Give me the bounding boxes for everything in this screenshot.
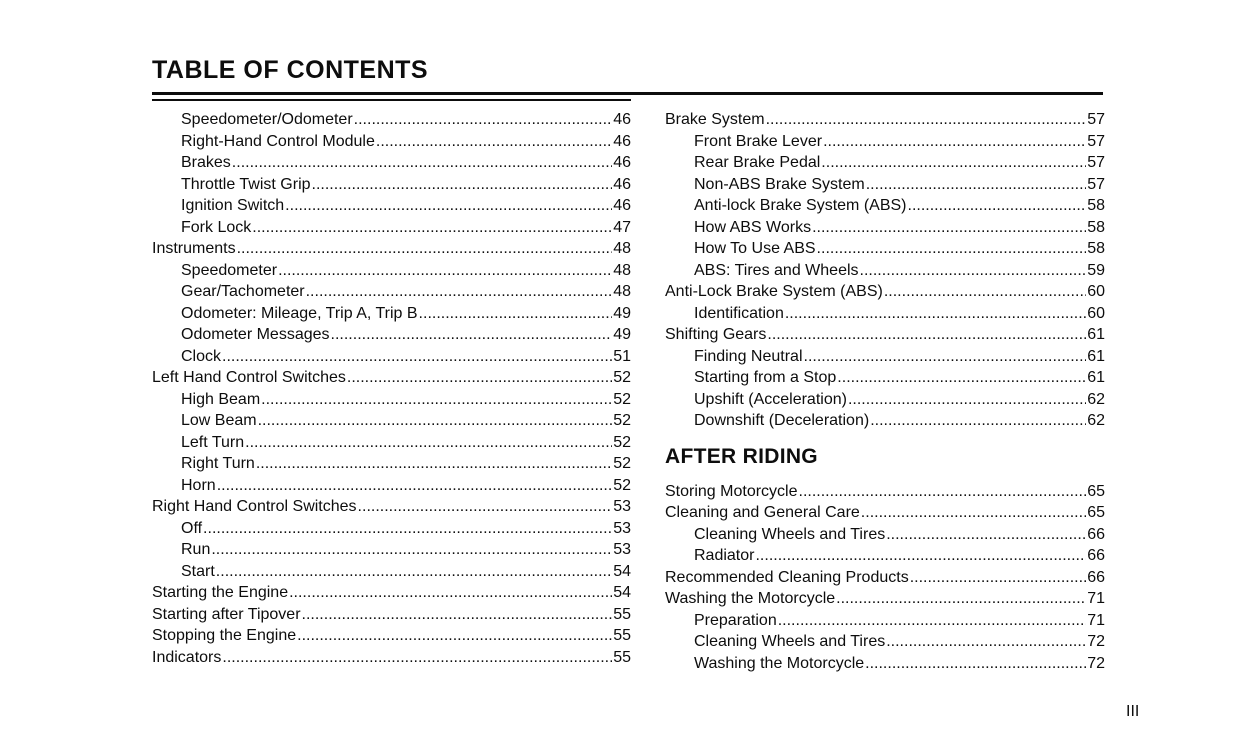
dot-leader (860, 260, 1087, 282)
dot-leader (785, 303, 1086, 325)
toc-entry-label: Washing the Motorcycle (694, 654, 865, 672)
toc-right-column (665, 109, 1105, 674)
toc-entry-label: Rear Brake Pedal (694, 154, 821, 171)
toc-entry-label: Clock (181, 347, 222, 365)
toc-entry-label: Gear/Tachometer (181, 283, 305, 300)
dot-leader (823, 131, 1086, 153)
toc-entry-label: Starting from a Stop (694, 369, 837, 386)
title-sub-rule (152, 99, 631, 101)
toc-page-number: 52 (613, 369, 631, 386)
toc-entry-label: Stopping the Engine (152, 627, 297, 644)
toc-entry-label: Brakes (181, 154, 231, 171)
dot-leader (817, 238, 1087, 260)
toc-entry-label: Preparation (694, 611, 777, 629)
toc-entry-label: Run (181, 541, 211, 558)
toc-entry (152, 195, 631, 217)
toc-entry-label: Fork Lock (181, 218, 252, 236)
toc-entry (665, 238, 1105, 260)
dot-leader (331, 324, 613, 346)
toc-page-number: 57 (1087, 154, 1105, 171)
toc-entry (152, 152, 631, 174)
toc-page-number: 53 (613, 541, 631, 558)
toc-entry-label: Horn (181, 476, 216, 494)
toc-entry-label: High Beam (181, 390, 261, 408)
dot-leader (211, 539, 612, 561)
toc-entry (665, 567, 1105, 589)
dot-leader (347, 367, 612, 389)
toc-entry-label: Odometer: Mileage, Trip A, Trip B (181, 304, 418, 322)
toc-page-number: 47 (613, 218, 631, 236)
toc-page-number: 54 (613, 584, 631, 601)
toc-page-number: 46 (613, 111, 631, 128)
dot-leader (278, 260, 612, 282)
toc-entry (665, 324, 1105, 346)
toc-entry-label: Starting after Tipover (152, 605, 301, 623)
toc-entry-label: Anti-lock Brake System (ABS) (694, 197, 907, 214)
toc-entry (152, 281, 631, 303)
toc-entry-label: Off (181, 519, 203, 537)
toc-page-number: 46 (613, 132, 631, 150)
toc-entry-label: Right Hand Control Switches (152, 498, 357, 515)
toc-entry (665, 631, 1105, 653)
toc-entry-label: Throttle Twist Grip (181, 175, 311, 193)
toc-entry (152, 109, 631, 131)
toc-entry (152, 367, 631, 389)
toc-page-number: 58 (1087, 218, 1105, 236)
dot-leader (256, 453, 612, 475)
toc-entry-label: Start (181, 562, 215, 580)
dot-leader (222, 647, 612, 669)
toc-entry-label: Recommended Cleaning Products (665, 568, 909, 586)
toc-entry (665, 303, 1105, 325)
toc-entry (665, 389, 1105, 411)
title-rule (152, 92, 1103, 95)
toc-entry (665, 610, 1105, 632)
toc-page-number: 72 (1087, 654, 1105, 672)
toc-entry (152, 604, 631, 626)
toc-entry (152, 410, 631, 432)
toc-page-number: 53 (613, 498, 631, 515)
dot-leader (216, 561, 612, 583)
toc-entry-label: Radiator (694, 547, 755, 564)
toc-page-number: 58 (1087, 240, 1105, 257)
toc-page-number: 66 (1087, 525, 1105, 543)
dot-leader (376, 131, 612, 153)
toc-entry-label: Upshift (Acceleration) (694, 390, 847, 408)
dot-leader (886, 524, 1086, 546)
toc-page-number: 66 (1087, 568, 1105, 586)
toc-entry (152, 539, 631, 561)
dot-leader (866, 174, 1086, 196)
toc-entry (665, 367, 1105, 389)
toc-entry (152, 303, 631, 325)
toc-page-number: 48 (613, 240, 631, 257)
dot-leader (237, 238, 613, 260)
dot-leader (767, 324, 1086, 346)
toc-entry-label: Finding Neutral (694, 347, 803, 365)
toc-entry (152, 324, 631, 346)
toc-entry (152, 647, 631, 669)
toc-entry (152, 625, 631, 647)
toc-page-number: 52 (613, 433, 631, 451)
dot-leader (419, 303, 613, 325)
toc-entry-label: Instruments (152, 240, 236, 257)
toc-entry-label: Washing the Motorcycle (665, 590, 836, 607)
toc-page-number: 57 (1087, 111, 1105, 128)
toc-page-number: 59 (1087, 261, 1105, 279)
dot-leader (861, 502, 1086, 524)
toc-page-number: 57 (1087, 175, 1105, 193)
dot-leader (812, 217, 1086, 239)
dot-leader (910, 567, 1087, 589)
dot-leader (252, 217, 612, 239)
toc-entry-label: Low Beam (181, 412, 257, 429)
toc-page-number: 62 (1087, 412, 1105, 429)
toc-entry (665, 502, 1105, 524)
toc-page-number: 65 (1087, 504, 1105, 521)
toc-page-number: 48 (613, 283, 631, 300)
toc-entry-label: Speedometer (181, 261, 278, 279)
dot-leader (804, 346, 1087, 368)
toc-page-number: 54 (613, 562, 631, 580)
dot-leader (870, 410, 1086, 432)
toc-page-number: 58 (1087, 197, 1105, 214)
dot-leader (837, 367, 1086, 389)
toc-entry-label: Cleaning and General Care (665, 504, 860, 521)
dot-leader (358, 496, 613, 518)
toc-entry-label: Indicators (152, 648, 222, 666)
toc-entry (152, 131, 631, 153)
toc-entry (665, 588, 1105, 610)
dot-leader (232, 152, 612, 174)
toc-entry (152, 346, 631, 368)
toc-page-number: 60 (1087, 304, 1105, 322)
toc-entry (665, 131, 1105, 153)
dot-leader (261, 389, 612, 411)
toc-entry-label: Cleaning Wheels and Tires (694, 633, 886, 650)
dot-leader (848, 389, 1086, 411)
dot-leader (884, 281, 1086, 303)
dot-leader (258, 410, 613, 432)
dot-leader (312, 174, 613, 196)
toc-page-number: 55 (613, 648, 631, 666)
toc-page-number: 46 (613, 175, 631, 193)
dot-leader (836, 588, 1086, 610)
toc-page-number: 61 (1087, 326, 1105, 343)
dot-leader (297, 625, 612, 647)
toc-page-number: 71 (1087, 611, 1105, 629)
toc-entry (665, 410, 1105, 432)
dot-leader (755, 545, 1086, 567)
toc-page-number: 61 (1087, 369, 1105, 386)
toc-entry-label: Identification (694, 304, 784, 322)
toc-entry (665, 481, 1105, 503)
toc-entry (152, 238, 631, 260)
toc-entry (152, 432, 631, 454)
toc-entry-label: Front Brake Lever (694, 132, 823, 150)
toc-entry (665, 152, 1105, 174)
toc-entry (152, 496, 631, 518)
toc-entry-label: Shifting Gears (665, 326, 767, 343)
toc-entry (152, 561, 631, 583)
toc-page-number: 49 (613, 326, 631, 343)
toc-page-number: 53 (613, 519, 631, 537)
toc-entry (665, 281, 1105, 303)
toc-page-number: 71 (1087, 590, 1105, 607)
toc-entry (665, 109, 1105, 131)
toc-page-number: 52 (613, 390, 631, 408)
toc-entry-label: How To Use ABS (694, 240, 816, 257)
dot-leader (799, 481, 1087, 503)
toc-page-number: 62 (1087, 390, 1105, 408)
dot-leader (354, 109, 613, 131)
toc-page-number: 46 (613, 154, 631, 171)
dot-leader (302, 604, 613, 626)
toc-entry (665, 346, 1105, 368)
toc-entry-label: Starting the Engine (152, 584, 289, 601)
toc-left-column (152, 109, 631, 668)
toc-page-number: 60 (1087, 283, 1105, 300)
toc-entry (665, 653, 1105, 675)
toc-page-number: 46 (613, 197, 631, 214)
toc-entry (152, 217, 631, 239)
toc-entry (665, 260, 1105, 282)
toc-entry-label: Left Hand Control Switches (152, 369, 346, 386)
dot-leader (821, 152, 1086, 174)
dot-leader (778, 610, 1086, 632)
toc-page-number: 65 (1087, 482, 1105, 500)
dot-leader (766, 109, 1087, 131)
toc-entry-label: Right-Hand Control Module (181, 132, 375, 150)
page-title: TABLE OF CONTENTS (152, 56, 429, 84)
toc-page-number: 55 (613, 605, 631, 623)
toc-entry-label: Anti-Lock Brake System (ABS) (665, 283, 883, 300)
toc-entry (152, 389, 631, 411)
toc-page-number: 52 (613, 412, 631, 429)
toc-entry (665, 174, 1105, 196)
toc-page-number: 51 (613, 347, 631, 365)
toc-entry-label: Downshift (Deceleration) (694, 412, 870, 429)
toc-entry-label: Left Turn (181, 433, 245, 451)
toc-entry-label: Non-ABS Brake System (694, 175, 865, 193)
toc-page-number: 49 (613, 304, 631, 322)
toc-page-number: 55 (613, 627, 631, 644)
toc-entry (665, 217, 1105, 239)
toc-entry-label: Right Turn (181, 455, 255, 472)
dot-leader (865, 653, 1086, 675)
toc-page-number: 72 (1087, 633, 1105, 650)
toc-entry-label: Cleaning Wheels and Tires (694, 525, 886, 543)
toc-entry (665, 524, 1105, 546)
toc-entry-label: Brake System (665, 111, 765, 128)
toc-entry-label: ABS: Tires and Wheels (694, 261, 859, 279)
toc-entry-label: Ignition Switch (181, 197, 285, 214)
dot-leader (289, 582, 612, 604)
toc-page-number: 57 (1087, 132, 1105, 150)
dot-leader (306, 281, 613, 303)
toc-entry (152, 475, 631, 497)
toc-entry (152, 453, 631, 475)
toc-page-number: 52 (613, 476, 631, 494)
dot-leader (203, 518, 612, 540)
dot-leader (217, 475, 613, 497)
dot-leader (908, 195, 1087, 217)
page-number: III (1126, 703, 1140, 720)
dot-leader (222, 346, 612, 368)
toc-entry-label: Speedometer/Odometer (181, 111, 353, 128)
toc-page-number: 66 (1087, 547, 1105, 564)
toc-entry (152, 174, 631, 196)
dot-leader (285, 195, 612, 217)
toc-entry (665, 545, 1105, 567)
dot-leader (886, 631, 1086, 653)
toc-entry (152, 518, 631, 540)
toc-entry (152, 260, 631, 282)
toc-entry-label: How ABS Works (694, 218, 812, 236)
toc-page-number: 48 (613, 261, 631, 279)
toc-entry (665, 195, 1105, 217)
toc-page-number: 52 (613, 455, 631, 472)
toc-entry-label: Storing Motorcycle (665, 482, 798, 500)
toc-page-number: 61 (1087, 347, 1105, 365)
toc-entry (152, 582, 631, 604)
dot-leader (245, 432, 612, 454)
toc-entry-label: Odometer Messages (181, 326, 330, 343)
section-heading: AFTER RIDING (665, 444, 818, 468)
